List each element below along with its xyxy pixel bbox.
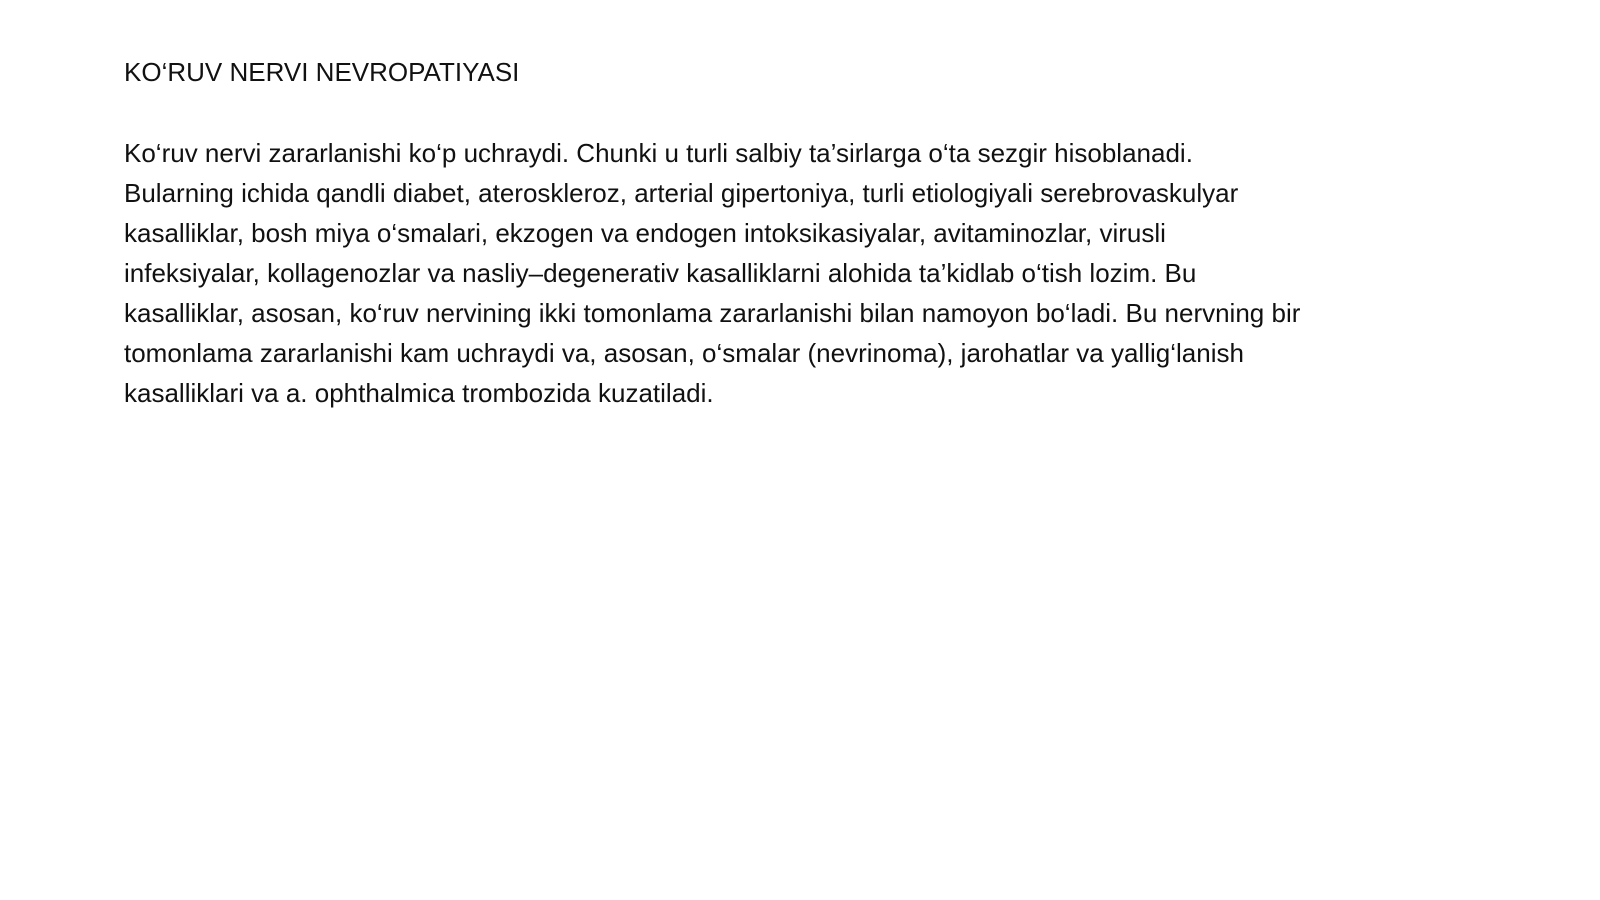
paragraph-line: infeksiyalar, kollagenozlar va nasliy–degenerativ kasalliklarni alohida ta’kidlab o‘tish lozim. Bu [124, 258, 1197, 288]
paragraph-line: tomonlama zararlanishi kam uchraydi va, asosan, o‘smalar (nevrinoma), jarohatlar va yallig‘lanish [124, 338, 1244, 368]
paragraph-line: Bularning ichida qandli diabet, ateroskleroz, arterial gipertoniya, turli etiologiyali serebrovaskulyar [124, 178, 1239, 208]
paragraph-line: kasalliklar, asosan, ko‘ruv nervining ikki tomonlama zararlanishi bilan namoyon bo‘ladi. Bu nervning bir [124, 298, 1301, 328]
paragraph-line: Ko‘ruv nervi zararlanishi ko‘p uchraydi. Chunki u turli salbiy ta’sirlarga o‘ta sezgir hisoblanadi. [124, 138, 1193, 168]
paragraph-line: kasalliklar, bosh miya o‘smalari, ekzogen va endogen intoksikasiyalar, avitaminozlar, virusli [124, 218, 1166, 248]
paragraph-line: kasalliklari va a. ophthalmica trombozida kuzatiladi. [124, 378, 714, 408]
document-paragraph [124, 133, 1524, 413]
document-title: KO‘RUV NERVI NEVROPATIYASI [124, 57, 520, 87]
